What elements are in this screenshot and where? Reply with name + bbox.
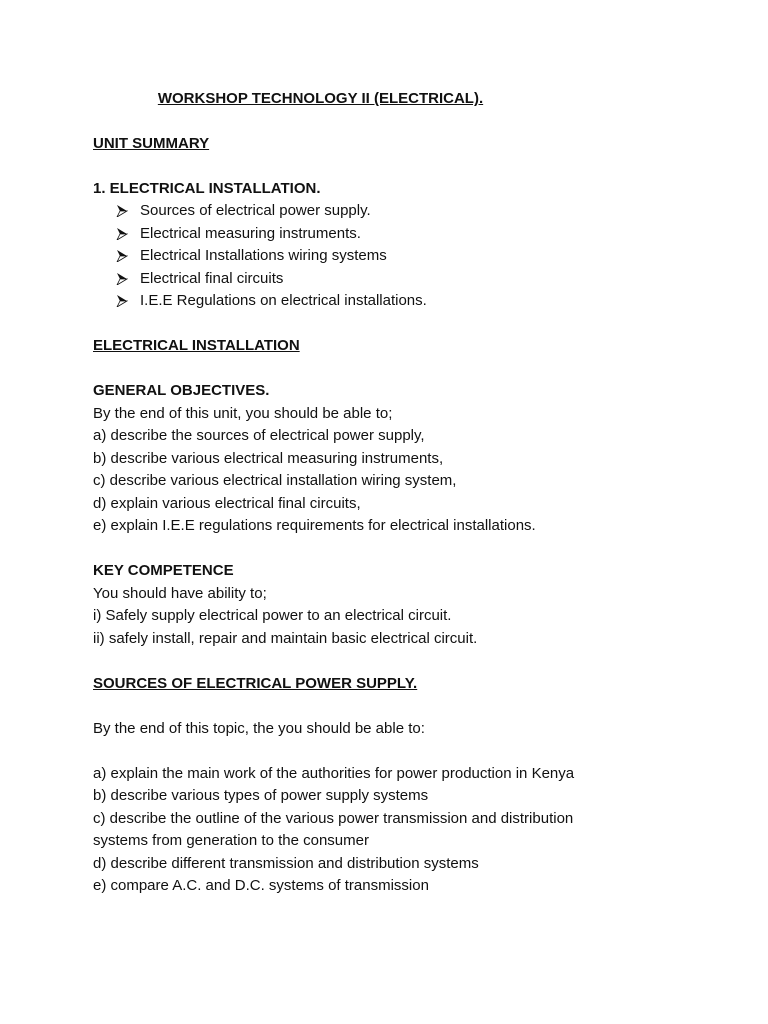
arrow-bullet-icon [116,273,128,285]
competence-item: ii) safely install, repair and maintain basic electrical circuit. [93,629,478,647]
sources-objective-item: d) describe different transmission and distribution systems [93,854,479,872]
sources-objective-item: b) describe various types of power supply systems [93,787,429,804]
sources-objective-item: e) compare A.C. and D.C. systems of transmission [93,877,429,894]
electrical-installation-heading: ELECTRICAL INSTALLATION [93,337,300,354]
section1-heading: 1. ELECTRICAL INSTALLATION. [93,179,321,197]
sources-intro: By the end of this topic, the you should be able to: [93,719,425,737]
objective-item: b) describe various electrical measuring instruments, [93,449,444,467]
list-item [93,290,693,313]
general-objectives-heading: GENERAL OBJECTIVES. [93,382,270,399]
unit-summary-heading: UNIT SUMMARY [93,134,210,152]
list-item [93,200,693,223]
list-item [93,223,693,246]
sources-heading: SOURCES OF ELECTRICAL POWER SUPPLY. [93,674,418,692]
list-item [93,245,693,268]
objectives-intro: By the end of this unit, you should be able to; [93,404,393,422]
competence-item: i) Safely supply electrical power to an electrical circuit. [93,607,452,624]
objective-item: e) explain I.E.E regulations requirements for electrical installations. [93,517,536,534]
competence-intro: You should have ability to; [93,584,267,602]
objective-item: c) describe various electrical installation wiring system, [93,472,457,489]
arrow-bullet-icon [116,295,128,307]
bullet-text: I.E.E Regulations on electrical installations. [140,292,427,309]
bullet-text: Electrical final circuits [140,269,284,287]
sources-objective-item: a) explain the main work of the authorities for power production in Kenya [93,764,575,782]
bullet-text: Sources of electrical power supply. [140,202,371,219]
arrow-bullet-icon [116,228,128,240]
bullet-text: Electrical Installations wiring systems [140,247,387,264]
objective-item: d) explain various electrical final circuits, [93,494,361,512]
document-page [93,88,693,898]
objective-item: a) describe the sources of electrical power supply, [93,427,425,444]
section1-bullet-list [93,200,693,313]
bullet-text: Electrical measuring instruments. [140,224,361,242]
arrow-bullet-icon [116,250,128,262]
sources-objective-item: systems from generation to the consumer [93,832,369,849]
arrow-bullet-icon [116,205,128,217]
list-item [93,268,693,291]
sources-objective-item: c) describe the outline of the various power transmission and distribution [93,809,574,827]
key-competence-heading: KEY COMPETENCE [93,562,234,579]
document-title: WORKSHOP TECHNOLOGY II (ELECTRICAL). [157,90,484,107]
